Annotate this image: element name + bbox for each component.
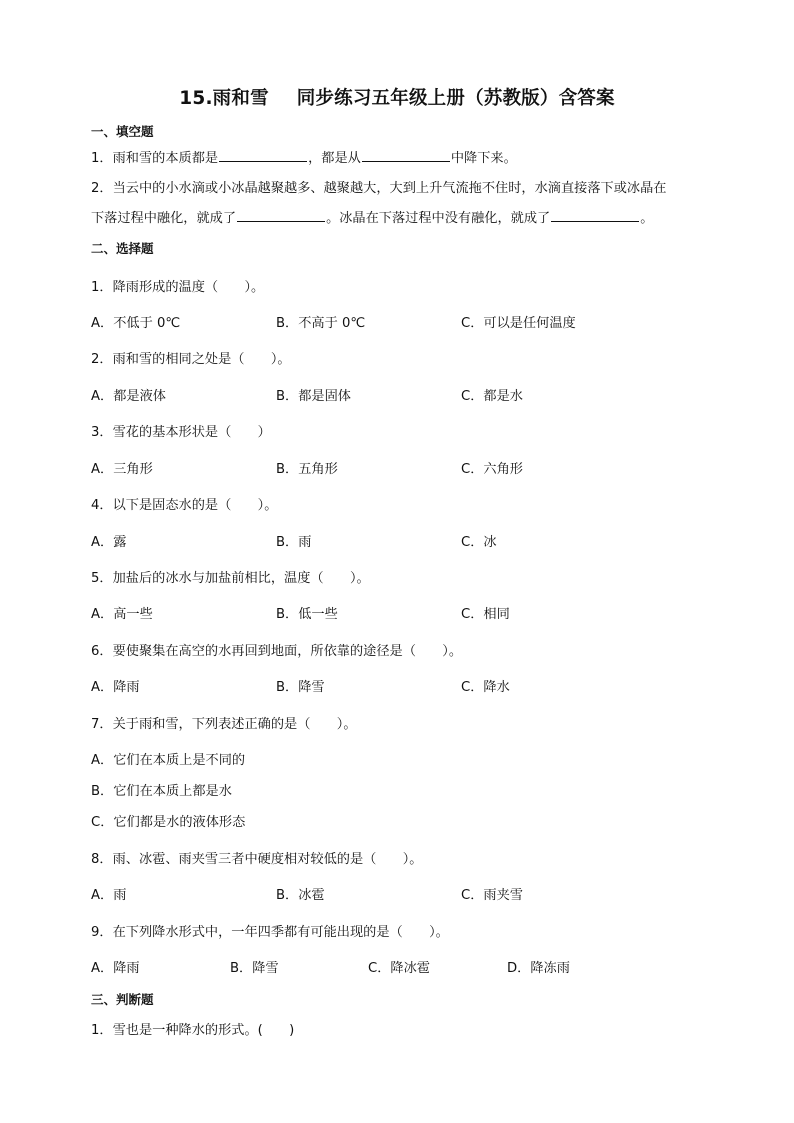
choice-question-stem: 4．以下是固态水的是（ ）。 [91, 498, 278, 513]
choice-question-stem: 8．雨、冰雹、雨夹雪三者中硬度相对较低的是（ ）。 [91, 852, 423, 867]
fill-q2-text-a: 下落过程中融化，就成了 [91, 211, 237, 226]
title-subtitle: 同步练习五年级上册（苏教版）含答案 [296, 88, 615, 109]
choice-option-b[interactable]: B．低一些 [276, 607, 338, 622]
fill-q1-text-a: 1．雨和雪的本质都是 [91, 151, 219, 166]
choice-question-stem: 2．雨和雪的相同之处是（ ）。 [91, 352, 291, 367]
choice-option-b[interactable]: B．降雪 [276, 680, 325, 695]
choice-option-a[interactable]: A．三角形 [91, 462, 153, 477]
answer-blank[interactable] [362, 148, 450, 162]
choice-question-stem: 9．在下列降水形式中，一年四季都有可能出现的是（ ）。 [91, 925, 449, 940]
fill-q2-text-b: 。冰晶在下落过程中没有融化，就成了 [326, 211, 551, 226]
choice-option-c[interactable]: C．它们都是水的液体形态 [91, 815, 246, 830]
answer-blank[interactable] [219, 148, 307, 162]
choice-question-stem: 1．降雨形成的温度（ ）。 [91, 280, 265, 295]
choice-option-c[interactable]: C．雨夹雪 [461, 888, 523, 903]
choice-question-stem: 3．雪花的基本形状是（ ） [91, 425, 271, 440]
fill-q1-text-b: ，都是从 [308, 151, 361, 166]
section-heading-judge: 三、判断题 [91, 992, 154, 1007]
choice-option-a[interactable]: A．都是液体 [91, 389, 166, 404]
choice-question-stem: 6．要使聚集在高空的水再回到地面，所依靠的途径是（ ）。 [91, 644, 463, 659]
fill-q2-text-c: 。 [640, 211, 654, 226]
choice-option-b[interactable]: B．降雪 [230, 961, 279, 976]
choice-option-c[interactable]: C．相同 [461, 607, 510, 622]
fill-question-2-line-2 [91, 207, 653, 226]
choice-question-stem: 7．关于雨和雪，下列表述正确的是（ ）。 [91, 717, 357, 732]
section-heading-fill: 一、填空题 [91, 124, 154, 139]
fill-question-2-line-1: 2．当云中的小水滴或小冰晶越聚越多、越聚越大，大到上升气流拖不住时，水滴直接落下或冰晶在 [91, 181, 667, 196]
answer-blank[interactable] [551, 208, 639, 222]
choice-option-c[interactable]: C．可以是任何温度 [461, 316, 576, 331]
choice-option-b[interactable]: B．五角形 [276, 462, 338, 477]
choice-option-a[interactable]: A．露 [91, 535, 127, 550]
page-title [0, 84, 794, 110]
fill-question-1 [91, 147, 517, 166]
choice-option-a[interactable]: A．高一些 [91, 607, 153, 622]
section-heading-choice: 二、选择题 [91, 241, 154, 256]
judge-question-1: 1．雪也是一种降水的形式。( ) [91, 1023, 295, 1038]
choice-option-a[interactable]: A．降雨 [91, 961, 140, 976]
choice-option-d[interactable]: D．降冻雨 [507, 961, 570, 976]
choice-option-c[interactable]: C．冰 [461, 535, 497, 550]
answer-blank[interactable] [237, 208, 325, 222]
choice-option-c[interactable]: C．都是水 [461, 389, 523, 404]
choice-option-b[interactable]: B．都是固体 [276, 389, 351, 404]
choice-option-a[interactable]: A．它们在本质上是不同的 [91, 753, 246, 768]
choice-question-stem: 5．加盐后的冰水与加盐前相比，温度（ ）。 [91, 571, 370, 586]
choice-option-a[interactable]: A．不低于 0℃ [91, 316, 181, 331]
choice-option-c[interactable]: C．降冰雹 [368, 961, 430, 976]
title-lesson: 15.雨和雪 [179, 88, 269, 109]
choice-option-b[interactable]: B．冰雹 [276, 888, 325, 903]
choice-option-c[interactable]: C．六角形 [461, 462, 523, 477]
choice-option-a[interactable]: A．雨 [91, 888, 127, 903]
choice-option-b[interactable]: B．不高于 0℃ [276, 316, 366, 331]
choice-option-c[interactable]: C．降水 [461, 680, 510, 695]
choice-option-b[interactable]: B．它们在本质上都是水 [91, 784, 232, 799]
fill-q1-text-c: 中降下来。 [450, 151, 517, 166]
choice-option-b[interactable]: B．雨 [276, 535, 312, 550]
choice-option-a[interactable]: A．降雨 [91, 680, 140, 695]
